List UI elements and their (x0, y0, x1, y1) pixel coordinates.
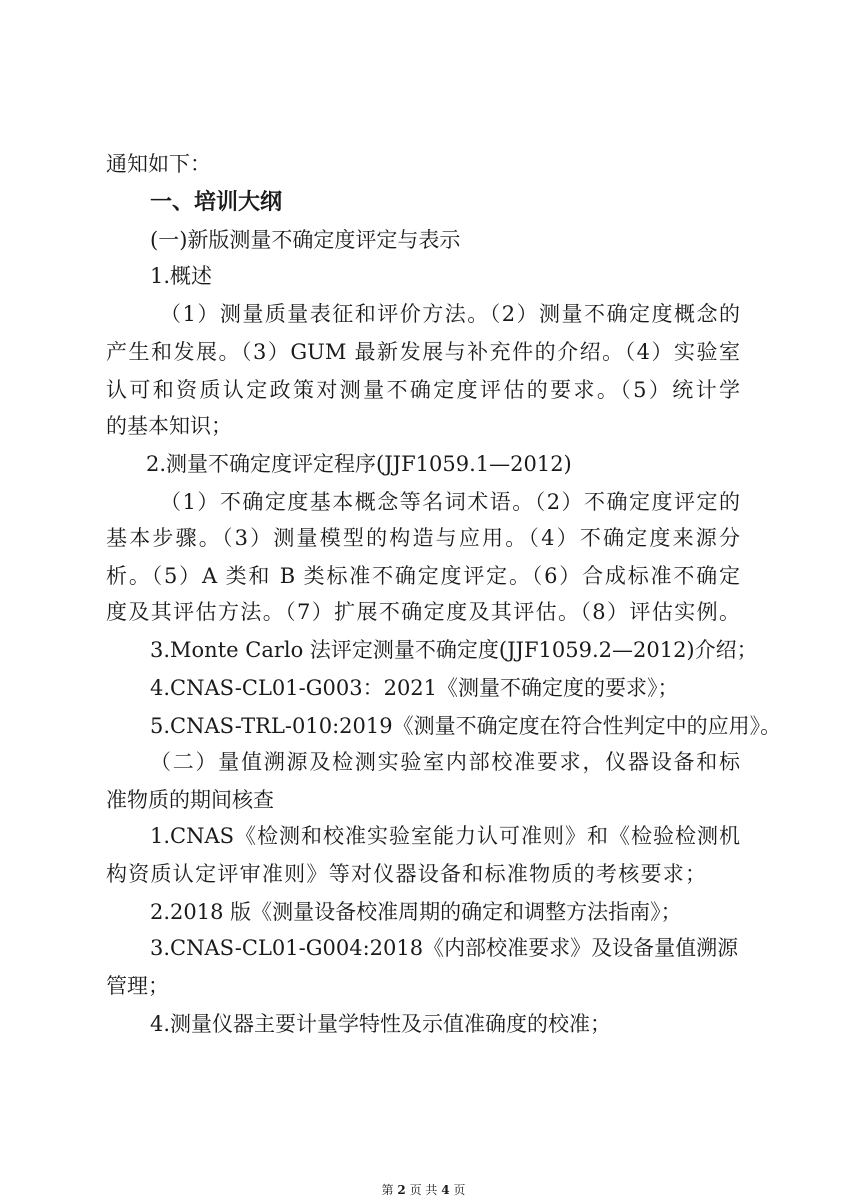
subsection-heading: 准物质的期间核查 (106, 788, 274, 812)
list-item: 1.CNAS《检测和校准实验室能力认可准则》和《检验检测机 (150, 824, 740, 848)
paragraph-line: 度及其评估方法。（7）扩展不确定度及其评估。（8）评估实例。 (106, 600, 740, 624)
paragraph-line: 通知如下： (106, 152, 211, 176)
item-heading: 1.概述 (150, 264, 213, 288)
paragraph-line: 产生和发展。（3）GUM 最新发展与补充件的介绍。（4）实验室 (106, 340, 740, 364)
list-item: 4.测量仪器主要计量学特性及示值准确度的校准； (150, 1012, 612, 1036)
paragraph-line: 基本步骤。（3）测量模型的构造与应用。（4）不确定度来源分 (106, 526, 740, 550)
page-footer (0, 1183, 847, 1197)
list-item: 3.CNAS-CL01-G004:2018《内部校准要求》及设备量值溯源 (150, 936, 739, 960)
paragraph-line: 的基本知识； (106, 414, 232, 438)
total-pages-number: 4 (441, 1183, 450, 1197)
current-page-number: 2 (397, 1183, 406, 1197)
footer-suffix: 页 (453, 1183, 466, 1197)
paragraph-line: 析。（5）A 类和 B 类标准不确定度评定。（6）合成标准不确定 (106, 564, 740, 588)
paragraph-line: 管理； (106, 974, 169, 998)
paragraph-line: 认可和资质认定政策对测量不确定度评估的要求。（5）统计学 (106, 378, 740, 402)
footer-middle: 页 共 (409, 1183, 438, 1197)
list-item: 3.Monte Carlo 法评定测量不确定度(JJF1059.2—2012)介绍； (150, 638, 758, 662)
subsection-heading: （二）量值溯源及检测实验室内部校准要求，仪器设备和标 (150, 750, 740, 774)
subsection-heading: (一)新版测量不确定度评定与表示 (150, 228, 461, 252)
list-item: 2.2018 版《测量设备校准周期的确定和调整方法指南》； (150, 900, 682, 924)
list-item: 4.CNAS-CL01-G003：2021《测量不确定度的要求》； (150, 676, 679, 700)
paragraph-line: （1）测量质量表征和评价方法。（2）测量不确定度概念的 (160, 302, 740, 326)
section-heading: 一、培训大纲 (150, 189, 283, 215)
list-item: 5.CNAS-TRL-010:2019《测量不确定度在符合性判定中的应用》。 (150, 714, 782, 738)
paragraph-line: 构资质认定评审准则》等对仪器设备和标准物质的考核要求； (106, 862, 706, 886)
item-heading: 2.测量不确定度评定程序(JJF1059.1—2012) (146, 452, 572, 476)
paragraph-line: （1）不确定度基本概念等名词术语。（2）不确定度评定的 (160, 490, 740, 514)
footer-prefix: 第 (381, 1183, 394, 1197)
